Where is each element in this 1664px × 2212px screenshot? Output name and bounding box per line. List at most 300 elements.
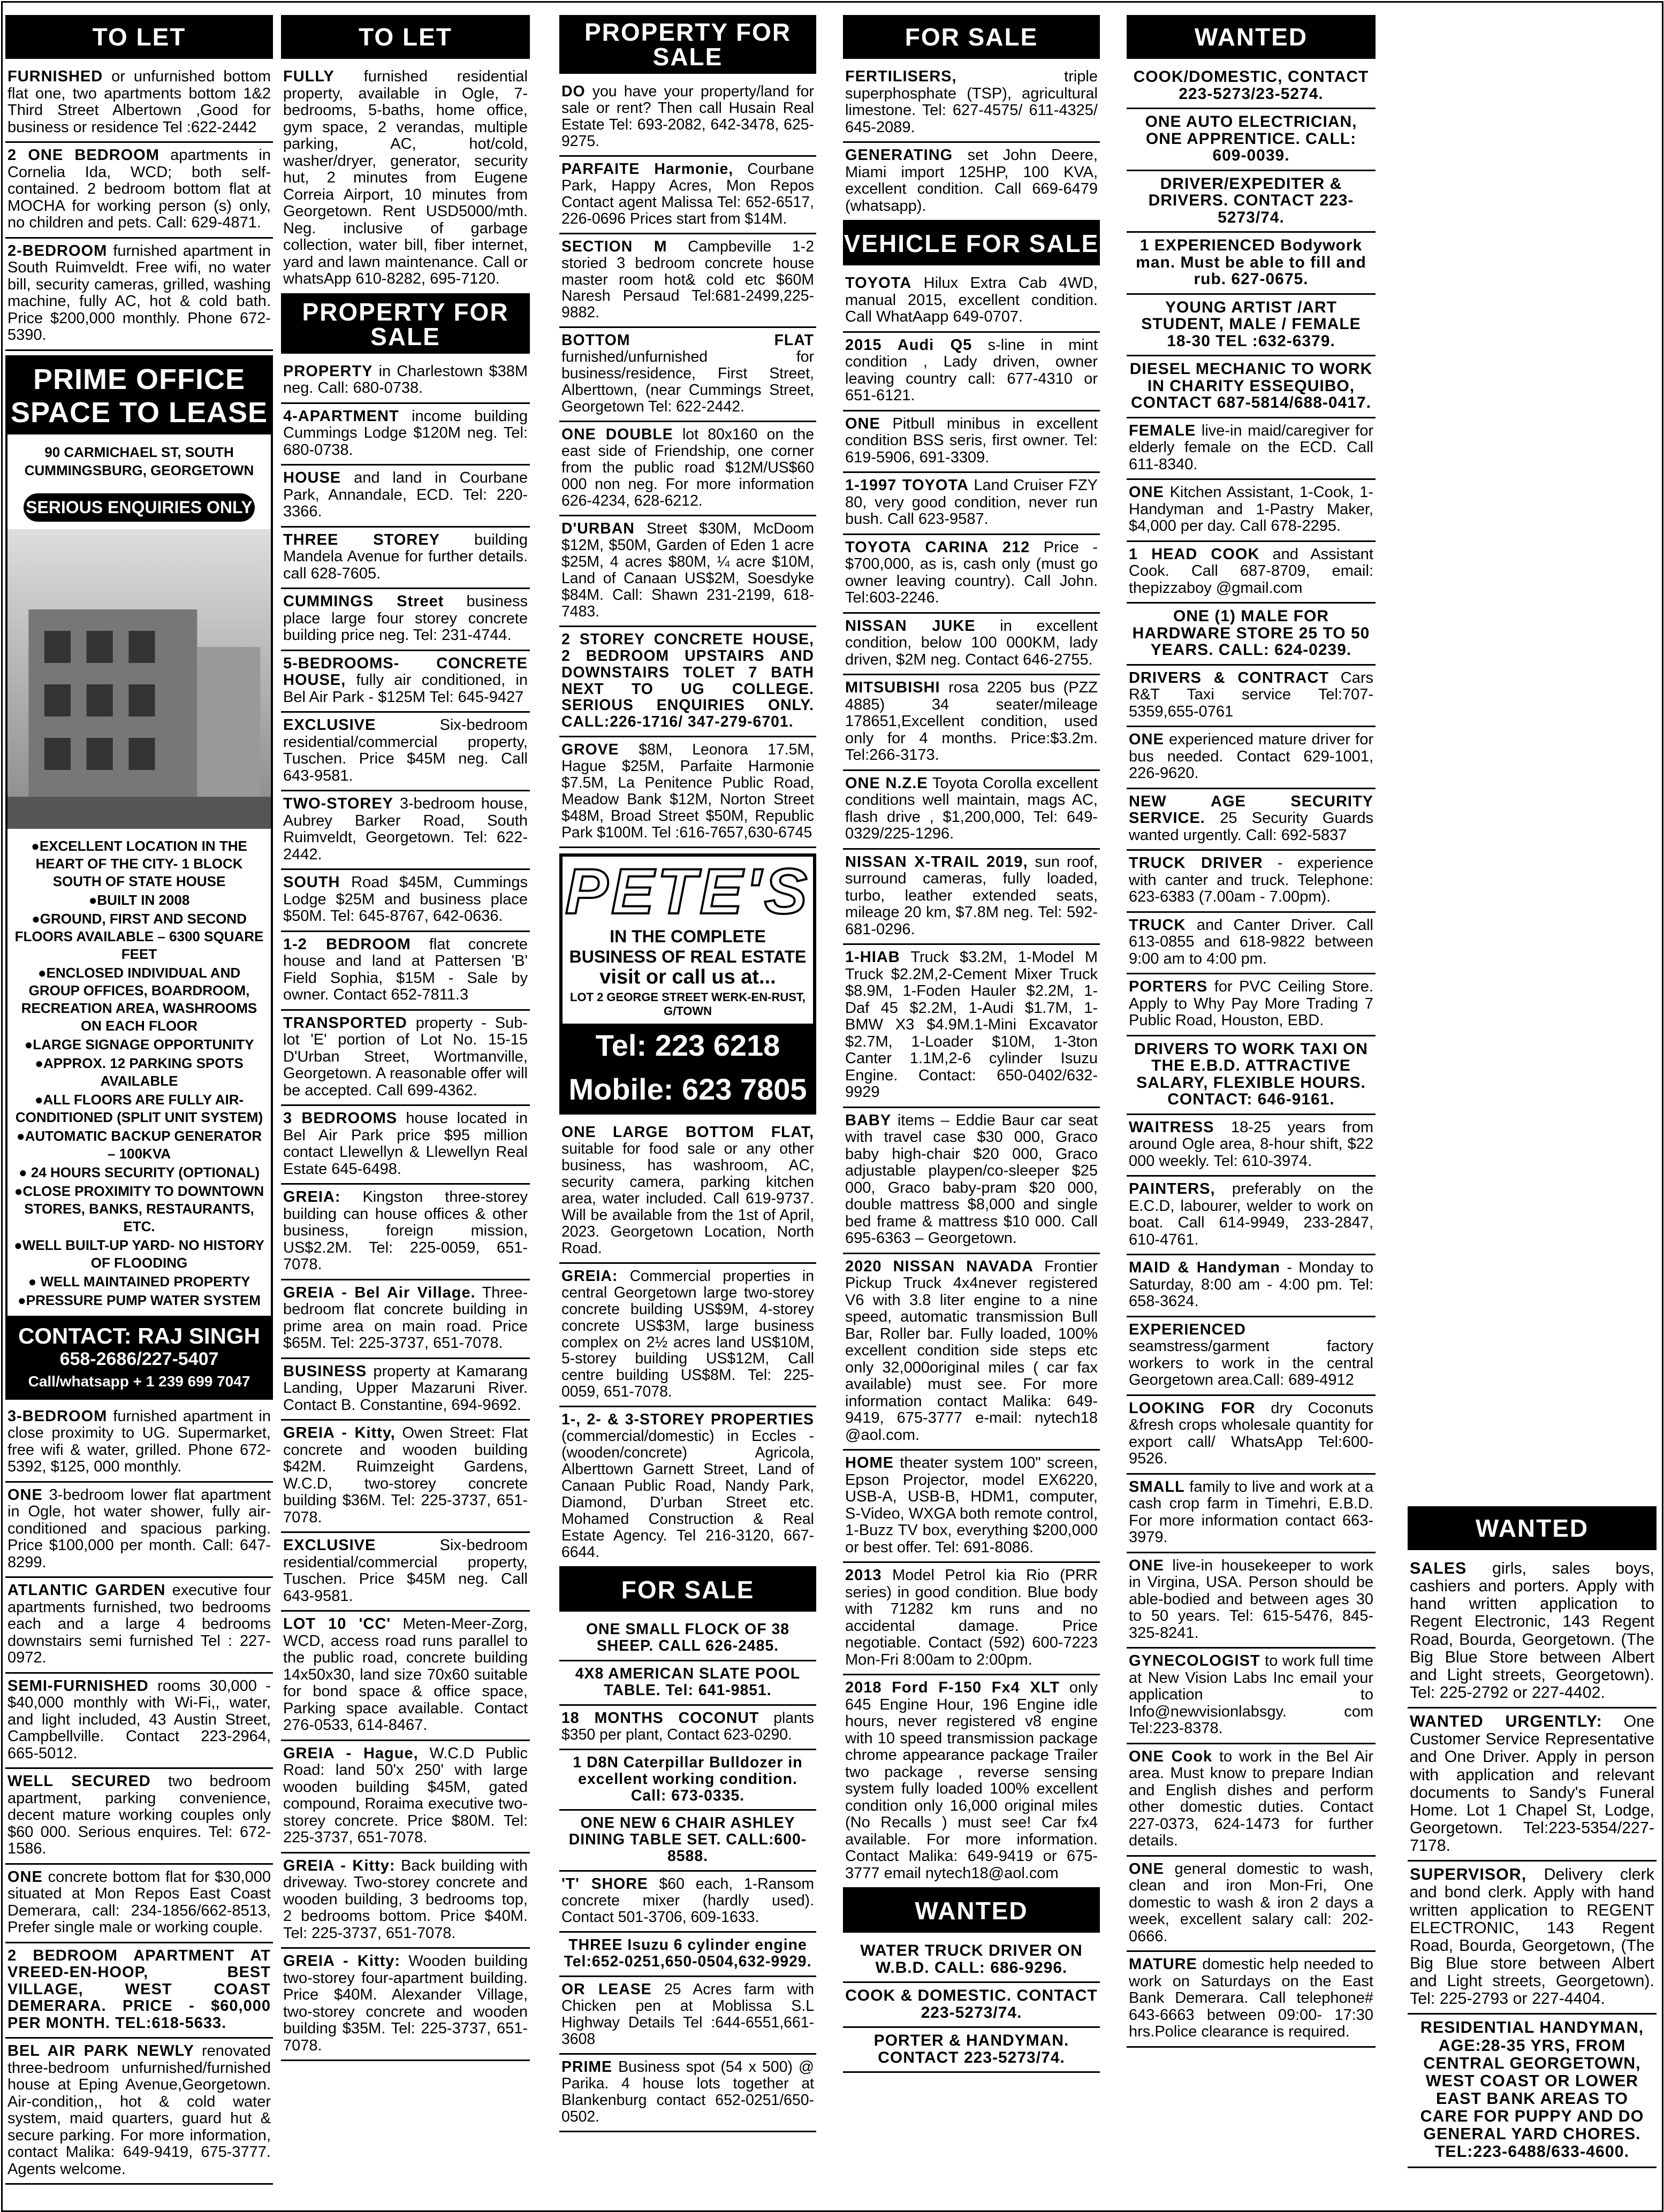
classified-ad xyxy=(281,1949,530,2061)
promo-title: PRIME OFFICE SPACE TO LEASE xyxy=(10,363,268,429)
ad-lead: EXCLUSIVE xyxy=(283,716,376,734)
ad-text: building Mandela Avenue for further details. call 628-7605. xyxy=(283,531,528,582)
ad-lead: 2 STOREY CONCRETE HOUSE, 2 BEDROOM UPSTAIRS AND DOWNSTAIRS TOLET 7 BATH NEXT TO UG COLLEGE. SERIOUS ENQUIRIES ONLY. CALL:226-1716/ 347-279-6701. xyxy=(561,630,814,731)
classified-ad xyxy=(559,1706,816,1750)
ad-text: Cars R&T Taxi service Tel:707-5359,655-0761 xyxy=(1129,669,1373,720)
section-header-property-for-sale: PROPERTY FOR SALE xyxy=(559,15,816,74)
classified-ad xyxy=(559,1661,816,1706)
ad-lead: ONE SMALL FLOCK OF 38 SHEEP. CALL 626-2485. xyxy=(586,1620,790,1654)
ad-text: in excellent condition, below 100 000KM, lady driven, $2M neg. Contact 646-2755. xyxy=(845,617,1098,668)
classified-ad xyxy=(559,1977,816,2055)
ad-text: Pitbull minibus in excellent condition BSS seris, first owner. Tel: 619-5906, 691-3309. xyxy=(845,415,1098,466)
classified-ad xyxy=(843,1563,1100,1675)
ad-lead: THREE Isuzu 6 cylinder engine Tel:652-0251,650-0504,632-9929. xyxy=(564,1936,812,1971)
classified-ad xyxy=(1127,64,1376,109)
ad-lead: ONE xyxy=(1129,1860,1164,1878)
classified-ad xyxy=(1127,480,1376,542)
ad-lead: FEMALE xyxy=(1129,422,1196,439)
ad-lead: 18 MONTHS COCONUT xyxy=(561,1709,759,1727)
classified-ad xyxy=(281,1741,530,1853)
ad-lead: ONE NEW 6 CHAIR ASHLEY DINING TABLE SET. CALL:600-8588. xyxy=(568,1814,807,1865)
ad-text: $8M, Leonora 17.5M, Hague $25M, Parfaite Harmonie $7.5M, La Penitence Public Road, Meadow Bank $12M, Norton Street $48M, Broad Street $50M, Republic Park $100M. Tel :616-7657,630-6745 xyxy=(561,741,814,842)
classified-ad xyxy=(843,535,1100,614)
ad-lead: ATLANTIC GARDEN xyxy=(7,1582,166,1599)
ad-lead: BABY xyxy=(845,1111,892,1129)
classified-ad xyxy=(281,1853,530,1949)
classified-ad xyxy=(843,1938,1100,1983)
ad-lead: BOTTOM FLAT xyxy=(561,332,814,349)
ad-text: Six-bedroom residential/commercial property, Tuschen. Price $45M neg. Call 643-9581. xyxy=(283,716,528,784)
ad-lead: HOUSE xyxy=(283,469,341,486)
ad-text: One Customer Service Representative and One Driver. Apply in person with application and relevant documents to Sandy's Funeral Home. Lot 1 Chapel St, Lodge, Georgetown. Tel:223-5354/227-7178. xyxy=(1410,1712,1654,1855)
petes-tel: Tel: 223 6218 xyxy=(563,1024,813,1067)
ad-lead: SECTION M xyxy=(561,238,667,255)
ad-lead: 2-BEDROOM xyxy=(7,242,108,260)
classified-ad xyxy=(1127,1036,1376,1115)
ad-lead: DRIVERS TO WORK TAXI ON THE E.B.D. ATTRACTIVE SALARY, FLEXIBLE HOURS. CONTACT: 646-9161. xyxy=(1134,1040,1368,1108)
ad-text: concrete bottom flat for $30,000 situated at Mon Repos East Coast Demerara, call: 234-1856/662-8513, Prefer single male or working couple. xyxy=(7,1868,271,1936)
ad-lead: ONE N.Z.E xyxy=(845,774,928,792)
ad-text: to work in the Bel Air area. Must know to prepare Indian and English dishes and perform other domestic duties. Contact 227-0373, 624-1473 for further details. xyxy=(1129,1748,1374,1849)
classified-ad xyxy=(281,404,530,466)
ad-lead: CUMMINGS Street xyxy=(283,593,444,610)
classified-ad xyxy=(843,473,1100,535)
ad-lead: HOME xyxy=(845,1454,894,1471)
column-to-let-1 xyxy=(5,15,273,2185)
ad-text: lot 80x160 on the east side of Friendship, one corner from the public road $12M/US$60 000 non neg. For more information 626-4234, 628-6212. xyxy=(561,426,814,509)
ad-lead: 2 ONE BEDROOM xyxy=(7,147,159,164)
section-header-for-sale: FOR SALE xyxy=(559,1568,816,1612)
classified-ad xyxy=(281,1011,530,1107)
classified-ad xyxy=(559,1933,816,1977)
classified-ad xyxy=(5,1674,273,1769)
ad-text: furnished apartment in close proximity to UG. Supermarket, free wifi & water, grilled. Phone 672-5392, $125, 000 monthly. xyxy=(7,1407,271,1475)
section-header-wanted: WANTED xyxy=(1408,1506,1657,1550)
ad-text: Land Cruiser FZY 80, very good condition, never run bush. Call 623-9587. xyxy=(845,477,1098,528)
classified-ad xyxy=(559,1407,816,1568)
ad-lead: COOK/DOMESTIC, CONTACT 223-5273/23-5274. xyxy=(1133,68,1369,103)
classified-ad xyxy=(281,1421,530,1533)
ad-text: Owen Street: Flat concrete and wooden building $42M. Ruimzeight Gardens, W.C.D, two-storey concrete building $36M. Tel: 225-3737, 651-7078. xyxy=(283,1424,528,1526)
ad-lead: WATER TRUCK DRIVER ON W.B.D. CALL: 686-9296. xyxy=(860,1942,1083,1977)
classified-ad xyxy=(281,932,530,1011)
classified-ad xyxy=(5,64,273,143)
classified-ad xyxy=(1408,1555,1657,1708)
ad-lead: PAINTERS, xyxy=(1129,1180,1215,1197)
ad-lead: 'T' SHORE xyxy=(561,1875,648,1893)
ad-lead: TRANSPORTED xyxy=(283,1014,407,1032)
ad-text: Toyota Corolla excellent conditions well maintain, mags AC, flash drive , $1,200,000, Tel: 649-0329/225-1296. xyxy=(845,774,1098,842)
ad-lead: EXPERIENCED xyxy=(1129,1321,1246,1338)
ad-text: furnished/unfurnished for business/residence, First Street, Alberttown, (near Cummings Street, Georgetown Tel: 622-2442. xyxy=(561,348,814,416)
classified-ad xyxy=(1127,1317,1376,1396)
ad-text: set John Deere, Miami import 125HP, 100 KVA, excellent condition. Call 669-6479 (whatsapp). xyxy=(845,147,1098,215)
classified-ad xyxy=(843,771,1100,850)
ad-lead: SMALL xyxy=(1129,1478,1185,1496)
ad-lead: 3-BEDROOM xyxy=(7,1407,108,1425)
promo-contact: CONTACT: RAJ SINGH xyxy=(18,1323,260,1348)
promo-feature: ●PRESSURE PUMP WATER SYSTEM xyxy=(18,1292,261,1308)
classified-ad xyxy=(559,627,816,738)
ad-text: flat concrete house and land at Pattersen 'B' Field Sophia, $15M - Sale by owner. Contact 652-7811.3 xyxy=(283,935,528,1003)
ad-lead: GENERATING xyxy=(845,147,953,164)
classified-ad xyxy=(559,79,816,157)
ad-text: to work full time at New Vision Labs Inc email your application to Info@newvisionlabsgy. com Tel:223-8378. xyxy=(1129,1652,1373,1737)
classified-ad xyxy=(1127,1475,1376,1553)
ad-text: domestic help needed to work on Saturdays on the East Bank Demerara. Call telephone# 643-6663 between 09:00- 17:30 hrs.Police clearance is required. xyxy=(1129,1956,1373,2040)
classified-ad xyxy=(1127,1255,1376,1317)
ad-lead: 2 BEDROOM APARTMENT AT VREED-EN-HOOP, BEST VILLAGE, WEST COAST DEMERARA. PRICE - $60,000 PER MONTH. TEL:618-5633. xyxy=(7,1947,271,2032)
ad-text: (commercial/domestic) in Eccles - (wooden/concrete) Agricola, Alberttown Garnett Street, Land of Canaan Public Road, Nandy Park, Diamond, D'urban Street etc. Mohamed Construction & Real Estate Agency. Tel 216-3120, 667-6644. xyxy=(561,1428,814,1561)
classified-ad xyxy=(5,239,273,351)
ad-text: renovated three-bedroom unfurnished/furnished house at Eping Avenue,Georgetown. Air-condition,, hot & cold water system, maid quarters, guard hut & secure parking. For more information, contact Malika: 649-9419, 675-3777. Agents welcome. xyxy=(7,2042,271,2178)
ad-lead: PORTER & HANDYMAN. CONTACT 223-5273/74. xyxy=(873,2032,1069,2066)
ad-text: Meten-Meer-Zorg, WCD, access road runs parallel to the public road, concrete building 14x50x30, land size 70x60 suitable for bond space & office space, Parking space available. Contact 276-0533, 614-8467. xyxy=(283,1615,528,1734)
ad-lead: COOK & DOMESTIC. CONTACT 223-5273/74. xyxy=(845,1987,1098,2022)
ad-lead: GROVE xyxy=(561,741,619,759)
classified-ad xyxy=(281,528,530,590)
classified-ad xyxy=(1127,233,1376,295)
ad-lead: GYNECOLOGIST xyxy=(1129,1652,1260,1669)
ad-text: sun roof, surround cameras, fully loaded, turbo, leather extended seats, mileage 20 km, $7.8M neg. Tel: 592-681-0296. xyxy=(845,853,1098,938)
ad-text: dry Coconuts &fresh crops wholesale quantity for export call/ WhatsApp Tel:600-9526. xyxy=(1129,1399,1373,1467)
ad-text: seamstress/garment factory workers to work in the central Georgetown area.Call: 689-4912 xyxy=(1129,1338,1373,1389)
classified-ad xyxy=(1127,418,1376,480)
promo-whatsapp: Call/whatsapp + 1 239 699 7047 xyxy=(28,1372,250,1390)
ad-text: Campbeville 1-2 storied 3 bedroom concrete house master room hot& cold etc $60M Naresh Persaud Tel:681-2499,225-9882. xyxy=(561,238,815,322)
classified-ad xyxy=(5,1769,273,1865)
ad-text: Back building with driveway. Two-storey concrete and wooden building, 3 bedrooms top, 2 bedrooms bottom. Price $40M. Tel: 225-3737, 651-7078. xyxy=(283,1857,528,1942)
ad-lead: FERTILISERS, xyxy=(845,68,957,85)
classified-ad xyxy=(281,1359,530,1421)
ad-text: suitable for food sale or any other business, has washroom, AC, security camera, parking kitchen area, water included. Call 619-9737. Will be available from the 1st of April, 2023. Georgetown Location, North Road. xyxy=(561,1140,814,1257)
classified-ad xyxy=(559,1872,816,1933)
classified-ad xyxy=(559,1811,816,1872)
ad-lead: RESIDENTIAL HANDYMAN, AGE:28-35 YRS, FROM CENTRAL GEORGETOWN, WEST COAST OR LOWER EAST BANK AREAS TO CARE FOR PUPPY AND DO GENERAL YARD CHORES. TEL:223-6488/633-4600. xyxy=(1420,2018,1644,2161)
ad-lead: PRIME xyxy=(561,2058,612,2076)
ad-lead: ONE xyxy=(1129,1557,1164,1574)
promo-feature: ● WELL MAINTAINED PROPERTY xyxy=(28,1273,250,1290)
ad-lead: GREIA: xyxy=(561,1267,618,1285)
ad-text: Courbane Park, Happy Acres, Mon Repos Contact agent Malissa Tel: 652-6517, 226-0696 Prices start from $14M. xyxy=(561,160,814,227)
promo-feature: ●ALL FLOORS ARE FULLY AIR-CONDITIONED (SPLIT UNIT SYSTEM) xyxy=(15,1091,263,1125)
ad-text: live-in maid/caregiver for elderly female on the ECD. Call 611-8340. xyxy=(1129,422,1373,473)
ad-lead: TOYOTA CARINA 212 xyxy=(845,538,1030,556)
ad-lead: SEMI-FURNISHED xyxy=(7,1677,149,1695)
classified-ad xyxy=(1127,295,1376,357)
ad-lead: GREIA - Hague, xyxy=(283,1744,419,1762)
classified-ad xyxy=(559,2055,816,2132)
ad-text: 18-25 years from around Ogle area, 8-hour shift, $22 000 weekly. Tel: 610-3974. xyxy=(1129,1118,1373,1170)
ad-text: and land in Courbane Park, Annandale, ECD. Tel: 220-3366. xyxy=(283,469,528,520)
promo-feature: ●WELL BUILT-UP YARD- NO HISTORY OF FLOODING xyxy=(14,1237,264,1271)
ad-text: you have your property/land for sale or rent? Then call Husain Real Estate Tel: 693-2082, 642-3478, 625-9275. xyxy=(561,83,814,150)
column-wanted-2 xyxy=(1408,1506,1657,2168)
ad-lead: NEW AGE SECURITY SERVICE. xyxy=(1129,792,1373,827)
ad-lead: MAID & Handyman xyxy=(1129,1259,1280,1276)
ad-text: Wooden building two-storey four-apartment building. Price $40M. Alexander Village, two-storey concrete and wooden building $35M. Tel: 225-3737, 651-7078. xyxy=(283,1952,528,2054)
ad-text: apartments in Cornelia Ida, WCD; both self-contained. 2 bedroom bottom flat at MOCHA for working person (s) only, no children and pets. Call: 629-4871. xyxy=(7,147,271,231)
ad-lead: GREIA - Bel Air Village. xyxy=(283,1284,476,1301)
ad-text: and Assistant Cook. Call 687-8709, email: thepizzaboy @gmail.com xyxy=(1129,545,1373,597)
classified-ad xyxy=(281,651,530,713)
classified-ad xyxy=(843,143,1100,222)
classified-ad xyxy=(1408,1862,1657,2015)
classified-ad xyxy=(843,850,1100,945)
classified-ad xyxy=(559,516,816,627)
petes-real-estate-advert xyxy=(559,853,816,1115)
ad-lead: MITSUBISHI xyxy=(845,679,940,696)
ad-text: Kitchen Assistant, 1-Cook, 1-Handyman and 1-Pastry Maker, $4,000 per day. Call 678-2295. xyxy=(1129,484,1373,535)
classified-ad xyxy=(281,713,530,791)
classified-ad xyxy=(281,359,530,404)
ad-lead: GREIA: xyxy=(283,1188,341,1206)
ad-lead: PORTERS xyxy=(1129,978,1208,995)
ad-text: family to live and work at a cash crop farm in Timehri, E.B.D. For more information contact 663-3979. xyxy=(1129,1478,1373,1546)
classified-ad xyxy=(5,1943,273,2039)
ad-lead: FULLY xyxy=(283,68,335,85)
promo-feature: ●EXCELLENT LOCATION IN THE HEART OF THE CITY- 1 BLOCK SOUTH OF STATE HOUSE xyxy=(31,837,247,889)
ad-text: live-in housekeeper to work in Virgina, USA. Person should be able-bodied and between ages 30 to 50 years. Tel: 615-5476, 845-325-8241. xyxy=(1129,1557,1373,1642)
ad-lead: 4X8 AMERICAN SLATE POOL TABLE. Tel: 641-9851. xyxy=(575,1665,801,1699)
classified-ad xyxy=(843,945,1100,1108)
petes-mobile: Mobile: 623 7805 xyxy=(563,1067,813,1111)
classified-ad xyxy=(1408,1708,1657,1862)
classified-ad xyxy=(843,2028,1100,2073)
ad-lead: LOOKING FOR xyxy=(1129,1399,1256,1417)
ad-lead: 2015 Audi Q5 xyxy=(845,336,972,354)
ad-lead: WANTED URGENTLY: xyxy=(1410,1712,1602,1731)
ad-text: Hilux Extra Cab 4WD, manual 2015, excellent condition. Call WhatAapp 649-0707. xyxy=(845,274,1098,325)
ad-lead: WAITRESS xyxy=(1129,1118,1214,1136)
classified-ad xyxy=(281,1533,530,1612)
classified-ad xyxy=(5,1483,273,1578)
classified-ad xyxy=(1127,727,1376,789)
promo-phones: 658-2686/227-5407 xyxy=(59,1348,219,1369)
classified-ad xyxy=(843,333,1100,411)
classified-ad xyxy=(1127,1952,1376,2048)
ad-lead: 2013 xyxy=(845,1567,882,1584)
ad-text: only 645 Engine Hour, 196 Engine idle hours, never registered v8 engine with 10 speed transmission package chrome appearance package Trailer two package , reverse sensing system fully loaded 100% excellent condition only 16,000 original miles (No Recalls ) must see! Car fx4 available. For more information. Contact Malika: 649-9419 or 675-3777 email nytech18@aol.com xyxy=(845,1679,1098,1882)
ad-text: preferably on the E.C.D, labourer, welder to work on boat. Call 614-9949, 233-2847, 610-4761. xyxy=(1129,1180,1373,1248)
ad-lead: BEL AIR PARK NEWLY xyxy=(7,2042,194,2060)
ad-lead: THREE STOREY xyxy=(283,531,440,548)
classified-ad xyxy=(5,143,273,239)
classified-ad xyxy=(1127,356,1376,418)
ad-lead: DRIVER/EXPEDITER & DRIVERS. CONTACT 223-5273/74. xyxy=(1148,174,1354,226)
ad-lead: ONE Cook xyxy=(1129,1748,1213,1765)
ad-text: Price - $700,000, as is, cash only (must go owner leaving country). Call John. Tel:603-2246. xyxy=(845,538,1098,606)
ad-text: rooms 30,000 - $40,000 monthly with Wi-Fi,, water, and light included, 43 Austin Street, Campbellville. Contact 223-2964, 665-5012. xyxy=(7,1677,271,1762)
ad-lead: TRUCK DRIVER xyxy=(1129,855,1263,872)
classified-ad xyxy=(1127,974,1376,1036)
ad-text: business place large four storey concrete building price neg. Tel: 231-4744. xyxy=(283,593,528,644)
classified-ad xyxy=(1127,1553,1376,1649)
ad-lead: WELL SECURED xyxy=(7,1773,151,1790)
section-header-for-sale: FOR SALE xyxy=(843,15,1100,59)
classified-ad xyxy=(1127,789,1376,851)
classified-ad xyxy=(559,737,816,848)
classified-ad xyxy=(559,328,816,422)
ad-lead: MATURE xyxy=(1129,1956,1197,1973)
ad-text: 25 Acres farm with Chicken pen at Moblissa S.L Highway Details Tel :644-6551,661-3608 xyxy=(561,1981,814,2048)
classified-ad xyxy=(281,1280,530,1359)
ad-lead: NISSAN JUKE xyxy=(845,617,976,635)
ad-text: Business spot (54 x 500) @ Parika. 4 house lots together at Blankenburg contact 652-0251/650-0502. xyxy=(561,2058,814,2125)
column-property-for-sale xyxy=(559,15,816,2132)
classified-ad xyxy=(559,157,816,234)
ad-lead: 1 D8N Caterpillar Bulldozer in excellent working condition. Call: 673-0335. xyxy=(573,1753,803,1804)
promo-feature: ● 24 HOURS SECURITY (OPTIONAL) xyxy=(18,1164,260,1180)
ad-lead: FURNISHED xyxy=(7,68,103,85)
ad-lead: PARFAITE Harmonie, xyxy=(561,160,734,178)
ad-text: W.C.D Public Road: land 50'x 250' with large wooden building $45M, gated compound, Roraima executive two- storey concrete. Price $80M. Tel: 225-3737, 651-7078. xyxy=(283,1744,528,1846)
classified-ad xyxy=(843,1451,1100,1563)
ad-text: triple superphosphate (TSP), agricultural limestone. Tel: 627-4575/ 611-4325/ 645-2089. xyxy=(845,68,1098,136)
ad-lead: 1 EXPERIENCED Bodywork man. Must be able to fill and rub. 627-0675. xyxy=(1136,237,1366,288)
classified-ad xyxy=(1127,604,1376,666)
classified-ad xyxy=(281,1106,530,1185)
ad-text: Kingston three-storey building can house offices & other business, foreign mission, US$2.2M. Tel: 225-0059, 651-7078. xyxy=(283,1188,528,1273)
ad-lead: DIESEL MECHANIC TO WORK IN CHARITY ESSEQUIBO, CONTACT 687-5814/688-0417. xyxy=(1129,360,1373,411)
classified-ad xyxy=(281,64,530,295)
column-to-let-2 xyxy=(281,15,530,2061)
classified-ad xyxy=(1127,851,1376,913)
classified-ad xyxy=(559,1120,816,1264)
petes-line2: BUSINESS OF REAL ESTATE xyxy=(569,947,807,967)
ad-lead: DO xyxy=(561,83,586,100)
classified-ad xyxy=(843,271,1100,333)
classified-ad xyxy=(843,64,1100,143)
classified-ad xyxy=(843,1983,1100,2028)
ad-text: Commercial properties in central Georgetown large two-storey concrete building US$9M, 4-storey concrete US$3M, large business complex on 2½ acres land US$10M, 5-storey building US$12M, Call centre building US$8M. Tel: 225-0059, 651-7078. xyxy=(561,1267,814,1401)
ad-lead: ONE xyxy=(7,1486,43,1504)
ad-lead: GREIA - Kitty: xyxy=(283,1952,401,1970)
classified-ad xyxy=(1127,542,1376,604)
ad-text: plants $350 per plant, Contact 623-0290. xyxy=(561,1709,814,1743)
section-header-property-for-sale: PROPERTY FOR SALE xyxy=(281,295,530,354)
ad-text: experienced mature driver for bus needed. Contact 629-1001, 226-9620. xyxy=(1129,731,1373,782)
promo-feature: ●APPROX. 12 PARKING SPOTS AVAILABLE xyxy=(35,1055,244,1089)
ad-lead: BUSINESS xyxy=(283,1362,367,1380)
classified-ad xyxy=(559,234,816,329)
ad-text: theater system 100" screen, Epson Projector, model EX6220, USB-A, USB-B, HDM1, computer, S-Video, WXGA both remote control, 1-Buzz TV box, everything $200,000 or best offer. Tel: 691-8086. xyxy=(845,1454,1098,1556)
classified-ad xyxy=(5,2039,273,2185)
ad-lead: YOUNG ARTIST /ART STUDENT, MALE / FEMALE 18-30 TEL :632-6379. xyxy=(1141,298,1361,350)
ad-lead: 1-2 BEDROOM xyxy=(283,935,411,953)
classified-ad xyxy=(843,1254,1100,1451)
ad-text: Frontier Pickup Truck 4x4never registered V6 with 3.8 liter engine to a nine speed, automatic transmission Bull Bar, Roller bar. Fully loaded, 100% excellent condition side steps etc only 32,000original miles ( car fax available) must see. For more information contact Malika: 649-9419, 675-3777 e-mail: nytech18 @aol.com. xyxy=(845,1257,1098,1444)
ad-text: property - Sub-lot 'E' portion of Lot No. 15-15 D'Urban Street, Wortmanville, Georgetown. A reasonable offer will be accepted. Call 699-4362. xyxy=(283,1014,528,1099)
ad-text: two bedroom apartment, parking convenience, decent mature working couples only $60 000. Serious enquires. Tel: 672-1586. xyxy=(7,1773,271,1857)
petes-line3: visit or call us at... xyxy=(599,966,776,989)
ad-text: Model Petrol kia Rio (PRR series) in good condition. Blue body with 71282 km runs and no accidental damage. Price negotiable. Contact (592) 600-7223 Mon-Fri 8:00am to 2:00pm. xyxy=(845,1567,1098,1668)
classified-ad xyxy=(1127,1744,1376,1857)
ad-text: items – Eddie Baur car seat with travel case $30 000, Graco baby high-chair $20 000, Graco adjustable playpen/co-sleeper $25 000, Graco baby-pram $20 000, double mattress $8,000 and single bed frame & mattress $10 000. Call 695-6363 – Georgetown. xyxy=(845,1111,1098,1247)
ad-text: for PVC Ceiling Store. Apply to Why Pay More Trading 7 Public Road, Houston, EBD. xyxy=(1129,978,1373,1029)
promo-banner-text: SERIOUS ENQUIRIES ONLY xyxy=(24,493,255,522)
classified-ad xyxy=(843,411,1100,474)
promo-features-list xyxy=(7,831,271,1316)
classified-ad xyxy=(843,614,1100,676)
promo-feature: ●ENCLOSED INDIVIDUAL AND GROUP OFFICES, BOARDROOM, RECREATION AREA, WASHROOMS ON EACH FLOOR xyxy=(21,964,257,1034)
ad-text: Three-bedroom flat concrete building in prime area on main road. Price $65M. Tel: 225-3737, 651-7078. xyxy=(283,1284,528,1352)
ad-text: house located in Bel Air Park price $95 million contact Llewellyn & Llewellyn Real Estate 645-6498. xyxy=(283,1110,528,1178)
ad-lead: 2020 NISSAN NAVADA xyxy=(845,1257,1034,1275)
ad-lead: ONE xyxy=(1129,484,1164,501)
ad-text: furnished apartment in South Ruimveldt. Free wifi, no water bill, security cameras, grilled, washing machine, fully AC, hot & cold bath. Price $200,000 monthly. Phone 672-5390. xyxy=(7,242,271,344)
column-wanted xyxy=(1127,15,1376,2048)
ad-text: rosa 2205 bus (PZZ 4885) 34 seater/mileage 178651,Excellent condition, used only for 4 months. Price:$3.2m. Tel:266-3173. xyxy=(845,679,1098,764)
ad-text: or unfurnished bottom flat one, two apartments bottom 1&2 Third Street Albertown ,Good for business or residence Tel :622-2442 xyxy=(7,68,271,136)
ad-text: fully air conditioned, in Bel Air Park - $125M Tel: 645-9427 xyxy=(283,672,528,706)
petes-line1: IN THE COMPLETE xyxy=(610,927,766,947)
ad-lead: SUPERVISOR, xyxy=(1410,1865,1527,1884)
ad-text: - Monday to Saturday, 8:00 am - 4:00 pm. Tel: 658-3624. xyxy=(1129,1259,1374,1310)
column-for-sale-vehicles xyxy=(843,15,1100,2073)
ad-lead: DRIVERS & CONTRACT xyxy=(1129,669,1329,687)
classified-ad xyxy=(1127,1649,1376,1744)
ad-lead: SOUTH xyxy=(283,874,340,891)
ad-text: 3-bedroom house, Aubrey Barker Road, South Ruimveldt, Georgetown. Tel: 622-2442. xyxy=(283,795,528,863)
promo-feature: ●GROUND, FIRST AND SECOND FLOORS AVAILABLE – 6300 SQUARE FEET xyxy=(14,910,264,962)
ad-lead: LOT 10 'CC' xyxy=(283,1615,391,1633)
classified-ad xyxy=(1408,2015,1657,2168)
ad-lead: EXCLUSIVE xyxy=(283,1537,376,1554)
building-photo-graphic xyxy=(7,529,271,829)
ad-text: - experience with canter and truck. Telephone: 623-6383 (7.00am - 7.00pm). xyxy=(1129,855,1373,905)
ad-text: furnished residential property, available in Ogle, 7-bedrooms, 5-baths, home office, gym space, 2 verandas, multiple parking, AC, hot/cold, washer/dryer, generator, security hut, 2 minutes from Eugene Correia Airport, 10 minutes from Georgetown. Rent USD5000/mth. Neg. inclusive of garbage collection, water bill, fiber internet, yard and lawn maintenance. Call or whatsApp 610-8282, 695-7120. xyxy=(283,68,528,287)
petes-logo: PETE'S xyxy=(565,856,810,928)
ad-lead: 2018 Ford F-150 Fx4 XLT xyxy=(845,1679,1060,1696)
classified-ad xyxy=(5,1404,273,1483)
ad-text: 25 Security Guards wanted urgently. Call: 692-5837 xyxy=(1129,810,1373,844)
classified-ad xyxy=(843,1108,1100,1254)
classified-ad xyxy=(843,675,1100,771)
classified-ad xyxy=(5,1578,273,1674)
section-header-wanted: WANTED xyxy=(843,1889,1100,1933)
classified-ad xyxy=(1127,913,1376,975)
office-space-advert xyxy=(5,355,273,1400)
classified-ad xyxy=(281,1612,530,1741)
classified-ad xyxy=(559,1617,816,1661)
ad-lead: ONE LARGE BOTTOM FLAT, xyxy=(561,1124,814,1141)
classified-ad xyxy=(559,422,816,516)
ad-lead: ONE xyxy=(1129,731,1164,748)
promo-feature: ●AUTOMATIC BACKUP GENERATOR – 100KVA xyxy=(16,1127,262,1162)
classified-ad xyxy=(1127,1177,1376,1255)
ad-lead: GREIA - Kitty, xyxy=(283,1424,396,1441)
ad-text: Delivery clerk and bond clerk. Apply with hand written application to REGENT ELECTRONIC, 143 Regent Road, Bourda, Georgetown, (The Big Blue store between Albert and Light streets, Georgetown). Tel: 225-2793 or 227-4404. xyxy=(1410,1865,1654,2008)
promo-banner xyxy=(7,488,271,527)
ad-text: income building Cummings Lodge $120M neg. Tel: 680-0738. xyxy=(283,407,528,459)
section-header-to-let: TO LET xyxy=(5,15,273,59)
classified-ad xyxy=(1127,666,1376,728)
ad-text: $60 each, 1-Ransom concrete mixer (hardly used). Contact 501-3706, 609-1633. xyxy=(561,1875,814,1926)
classified-ad xyxy=(1127,1857,1376,1952)
ad-lead: 1-, 2- & 3-STOREY PROPERTIES xyxy=(561,1411,814,1429)
ad-lead: ONE xyxy=(845,415,880,432)
ad-text: s-line in mint condition , Lady driven, owner leaving country call: 677-4310 or 651-6121. xyxy=(845,336,1098,404)
ad-lead: PROPERTY xyxy=(283,362,373,380)
ad-lead: TRUCK xyxy=(1129,916,1186,934)
ad-text: Road $45M, Cummings Lodge $25M and business place $50M. Tel: 645-8767, 642-0636. xyxy=(283,874,528,925)
ad-lead: D'URBAN xyxy=(561,520,635,537)
ad-lead: TWO-STOREY xyxy=(283,795,394,812)
ad-lead: 1 HEAD COOK xyxy=(1129,545,1260,563)
classified-ad xyxy=(5,1865,273,1943)
classified-ad xyxy=(559,1750,816,1811)
